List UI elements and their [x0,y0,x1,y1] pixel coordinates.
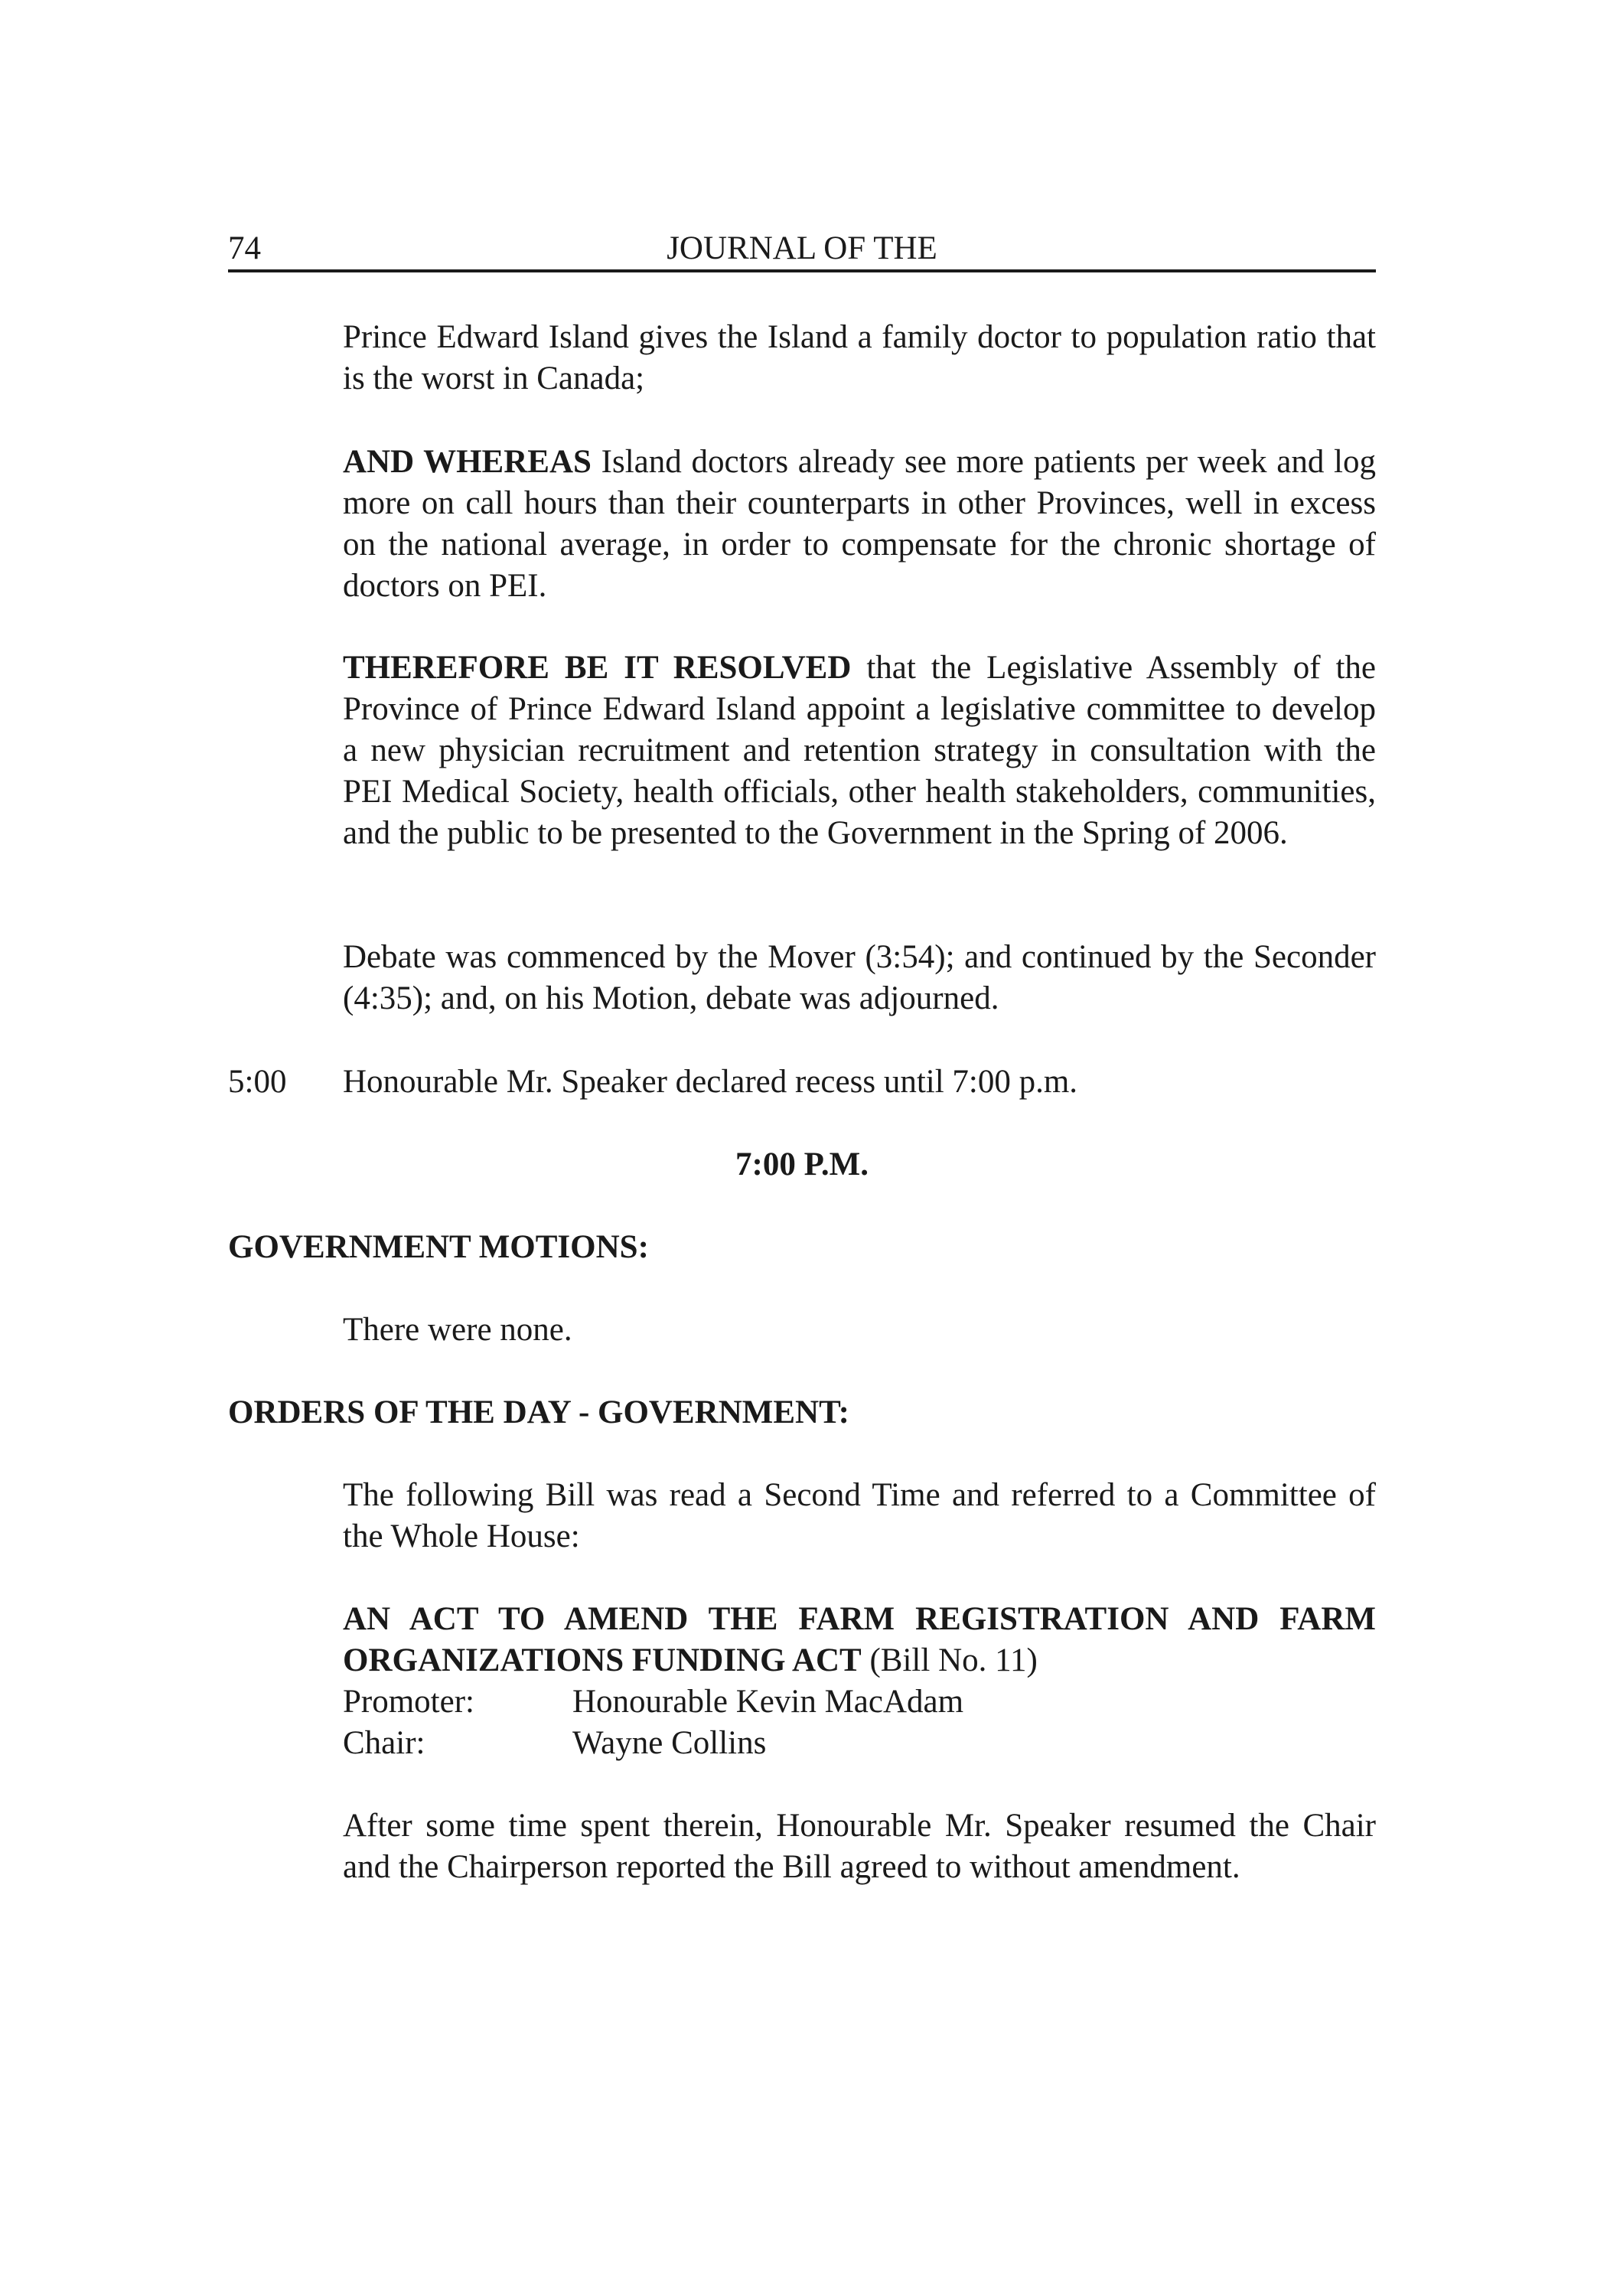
whereas-lead: AND WHEREAS [343,444,592,480]
chair-label: Chair: [343,1725,425,1761]
running-head: JOURNAL OF THE [667,230,937,266]
chair-row [343,1723,1376,1764]
evening-heading: 7:00 P.M. [735,1146,869,1182]
government-motions-text: There were none. [343,1312,572,1348]
bill-intro: The following Bill was read a Second Time and referred to a Committee of the Whole House: [343,1477,1376,1554]
bill-outcome: After some time spent therein, Honourable Mr. Speaker resumed the Chair and the Chairperson reported the Bill agreed to without amendment. [343,1808,1376,1885]
chair-name: Wayne Collins [572,1725,767,1761]
resolved-text: that the Legislative Assembly of the Province of Prince Edward Island appoint a legislative committee to develop a new physician recruitment and retention strategy in consultation with the PEI Medical Society, health officials, other health stakeholders, communities, and the public to be presented to the Government in the Spring of 2006. [343,650,1376,851]
paragraph-ratio: Prince Edward Island gives the Island a family doctor to population ratio that is the worst in Canada; [343,319,1376,396]
page-number: 74 [228,230,261,266]
paragraph-resolved [343,647,1376,854]
recess-text: Honourable Mr. Speaker declared recess until 7:00 p.m. [343,1064,1078,1100]
orders-of-the-day-heading: ORDERS OF THE DAY - GOVERNMENT: [228,1394,849,1430]
paragraph-debate: Debate was commenced by the Mover (3:54); and continued by the Seconder (4:35); and, on his Motion, debate was adjourned. [343,939,1376,1016]
promoter-label: Promoter: [343,1684,474,1720]
promoter-name: Honourable Kevin MacAdam [572,1684,964,1720]
page-header [228,228,1376,272]
bill-title-block [343,1599,1376,1681]
bill-number: (Bill No. 11) [861,1642,1038,1678]
paragraph-whereas [343,442,1376,607]
bill-title: AN ACT TO AMEND THE FARM REGISTRATION AND FARM ORGANIZATIONS FUNDING ACT [343,1601,1376,1678]
whereas-text: Island doctors already see more patients per week and log more on call hours than their counterparts in other Provinces, well in excess on the national average, in order to compensate for the chronic shortage of doctors on PEI. [343,444,1376,604]
promoter-row [343,1681,1376,1723]
government-motions-heading: GOVERNMENT MOTIONS: [228,1229,649,1265]
recess-time: 5:00 [228,1064,287,1100]
resolved-lead: THEREFORE BE IT RESOLVED [343,650,852,686]
